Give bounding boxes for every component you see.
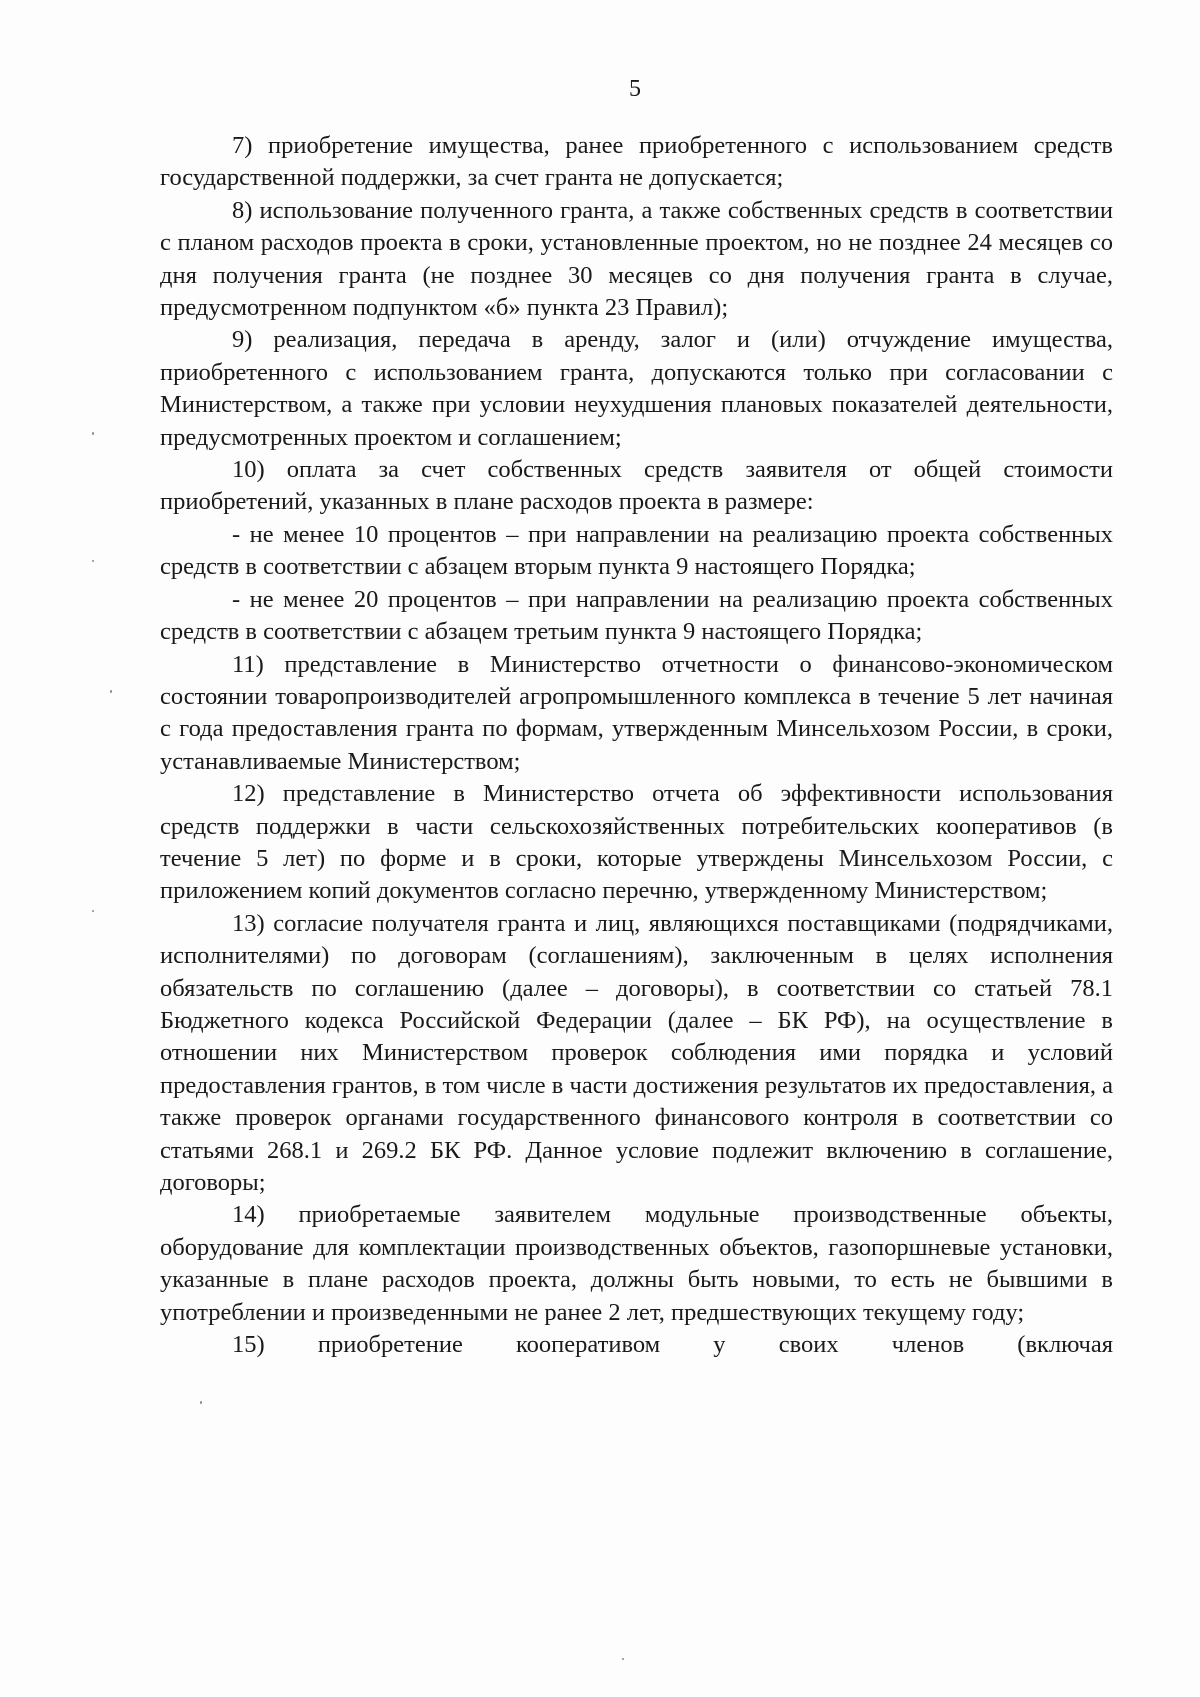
paragraph-item-8: 8) использование полученного гранта, а также собственных средств в соответствии с планом расходов проекта в сроки, установленные проектом, но не позднее 24 месяцев со дня получения гранта (не позднее 30 месяцев со дня получения гранта в случае, предусмотренном подпунктом «б» пункта 23 Правил);	[160, 196, 1113, 322]
paragraph-item-13: 13) согласие получателя гранта и лиц, являющихся поставщиками (подрядчиками, исполнителями) по договорам (соглашениям), заключенным в целях исполнения обязательств по соглашению (далее – договоры), в соответствии со статьей 78.1 Бюджетного кодекса Российской Федерации (далее – БК РФ), на осуществление в отношении них Министерством проверок соблюдения ими порядка и условий предоставления грантов, в том числе в части достижения результатов их предоставления, а также проверок органами государственного финансового контроля в соответствии со статьями 268.1 и 269.2 БК РФ. Данное условие подлежит включению в соглашение, договоры;	[160, 909, 1113, 1196]
paragraph-item-7: 7) приобретение имущества, ранее приобретенного с использованием средств государственной поддержки, за счет гранта не допускается;	[160, 132, 1113, 192]
scan-speck	[622, 1658, 624, 1660]
scan-speck	[92, 910, 94, 912]
paragraph-bullet-10-percent: - не менее 10 процентов – при направлении на реализацию проекта собственных средств в соответствии с абзацем вторым пункта 9 настоящего Порядка;	[160, 520, 1113, 581]
page-number: 5	[629, 76, 641, 102]
scan-speck	[200, 1401, 202, 1404]
paragraph-item-9: 9) реализация, передача в аренду, залог и (или) отчуждение имущества, приобретенного с использованием гранта, допускаются только при согласовании с Министерством, а также при условии неухудшения плановых показателей деятельности, предусмотренных проектом и соглашением;	[160, 326, 1113, 451]
paragraph-item-14: 14) приобретаемые заявителем модульные производственные объекты, оборудование для комплектации производственных объектов, газопоршневые установки, указанные в плане расходов проекта, должны быть новыми, то есть не бывшими в употреблении и произведенными не ранее 2 лет, предшествующих текущему году;	[160, 1201, 1113, 1326]
scan-speck	[92, 560, 94, 562]
paragraph-item-12: 12) представление в Министерство отчета об эффективности использования средств поддержки в части сельскохозяйственных потребительских кооперативов (в течение 5 лет) по форме и в сроки, которые утверждены Минсельхозом России, с приложением копий документов согласно перечню, утвержденному Министерством;	[160, 780, 1113, 905]
paragraph-item-11: 11) представление в Министерство отчетности о финансово-экономическом состоянии товаропроизводителей агропромышленного комплекса в течение 5 лет начиная с года предоставления гранта по формам, утвержденным Минсельхозом России, в сроки, устанавливаемые Министерством;	[160, 650, 1113, 775]
paragraph-item-15: 15) приобретение кооперативом у своих членов (включая	[232, 1331, 1113, 1359]
paragraph-bullet-20-percent: - не менее 20 процентов – при направлении на реализацию проекта собственных средств в соответствии с абзацем третьим пункта 9 настоящего Порядка;	[160, 585, 1113, 646]
document-body	[160, 130, 1113, 1361]
paragraph-item-10: 10) оплата за счет собственных средств заявителя от общей стоимости приобретений, указанных в плане расходов проекта в размере:	[160, 456, 1113, 516]
scan-speck	[110, 690, 112, 693]
scan-speck	[92, 432, 94, 435]
